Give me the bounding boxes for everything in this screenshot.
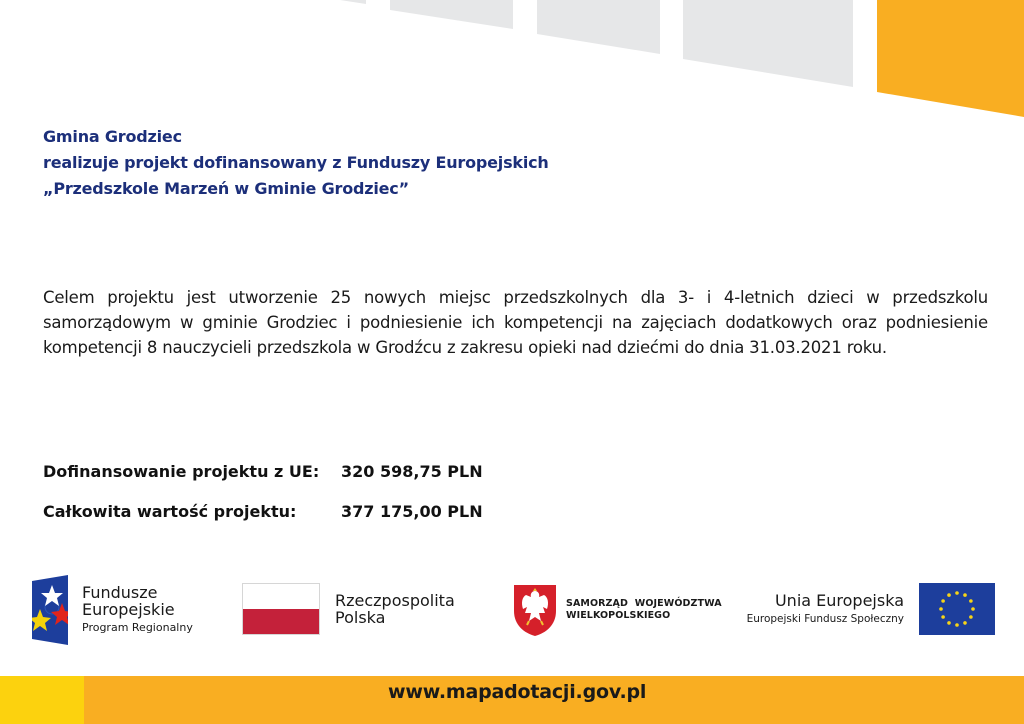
fe-line1: Fundusze: [82, 583, 158, 602]
unia-europejska-logo: [740, 583, 995, 635]
eu-flag-icon: [919, 583, 995, 635]
funding-label: Całkowita wartość projektu:: [43, 502, 297, 521]
rp-line2: Polska: [335, 608, 386, 627]
funding-row-total: [43, 502, 483, 542]
footer-bar: [0, 676, 1024, 724]
sw-line2: WIELKOPOLSKIEGO: [566, 610, 671, 621]
samorzad-wielkopolski-logo: [512, 583, 722, 637]
logo-strip: [0, 565, 1024, 650]
fe-line3: Program Regionalny: [82, 621, 193, 634]
funding-table: [43, 462, 483, 542]
funding-statement: realizuje projekt dofinansowany z Funduszy Europejskich: [43, 153, 549, 172]
funding-row-eu: [43, 462, 483, 502]
rp-line1: Rzeczpospolita: [335, 591, 455, 610]
ue-line2: Europejski Fundusz Społeczny: [746, 613, 904, 625]
project-header: [43, 124, 549, 202]
sw-line1: SAMORZĄD WOJEWÓDZTWA: [566, 598, 722, 609]
ue-line1: Unia Europejska: [774, 591, 904, 610]
beneficiary-name: Gmina Grodziec: [43, 127, 182, 146]
funding-label: Dofinansowanie projektu z UE:: [43, 462, 320, 481]
project-description: Celem projektu jest utworzenie 25 nowych miejsc przedszkolnych dla 3- i 4-letnich dzieci w przedszkolu samorządowym w gminie Grodziec i podniesienie ich kompetencji na zajęciach dodatkowych oraz podniesienie kompetencji 8 nauczycieli przedszkola w Grodźcu z zakresu opieki nad dziećmi do dnia 31.03.2021 roku.: [43, 288, 988, 357]
header-decoration: [0, 0, 1024, 130]
project-title: „Przedszkole Marzeń w Gminie Grodziec”: [43, 179, 409, 198]
fe-stars-icon: [32, 575, 68, 645]
fe-line2: Europejskie: [82, 600, 175, 619]
eagle-coat-of-arms-icon: [512, 583, 558, 637]
footer-url[interactable]: www.mapadotacji.gov.pl: [388, 681, 647, 703]
fundusze-europejskie-logo: [32, 575, 193, 645]
funding-value: 377 175,00 PLN: [341, 502, 483, 521]
polish-flag-icon: [242, 583, 320, 635]
rzeczpospolita-polska-logo: [242, 583, 455, 635]
funding-value: 320 598,75 PLN: [341, 462, 483, 481]
footer-accent: [0, 676, 84, 724]
